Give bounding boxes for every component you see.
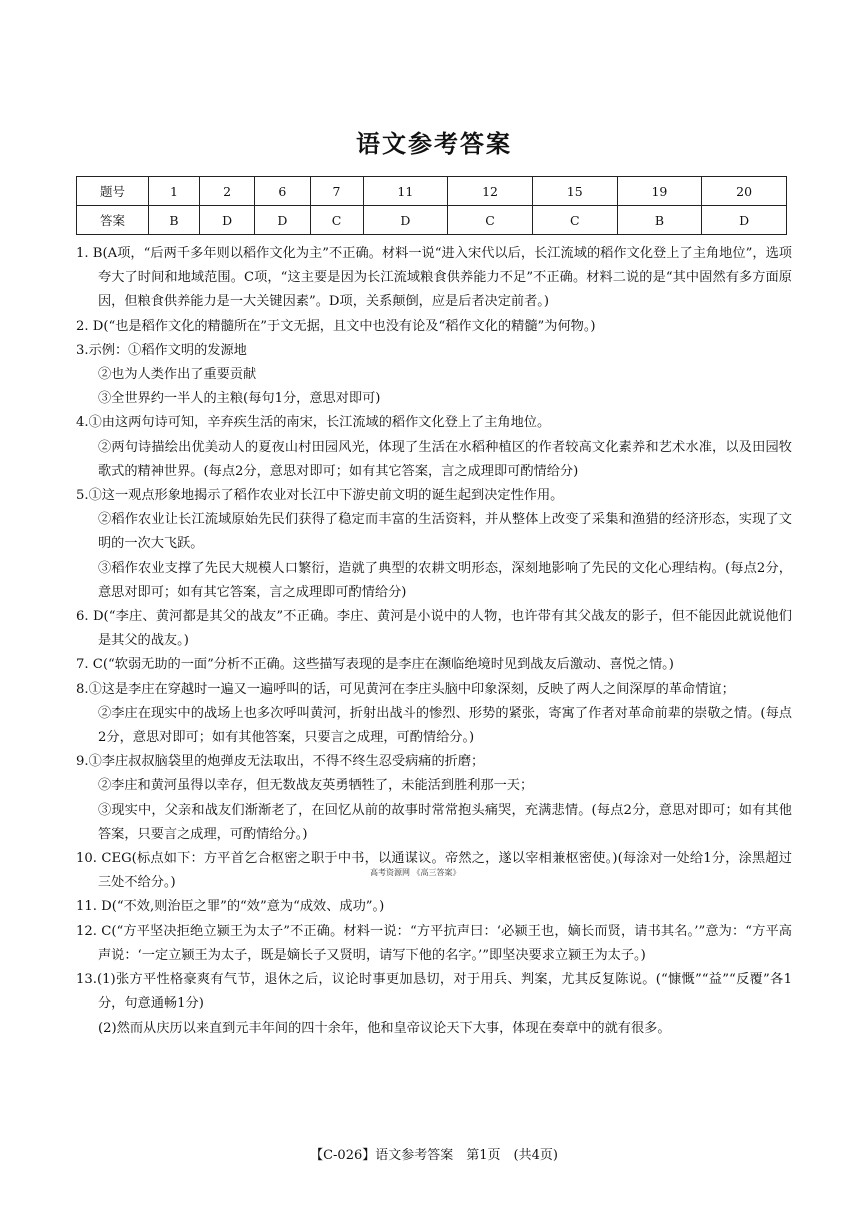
answer-paragraph: 1. B(A项，“后两千多年则以稻作文化为主”不正确。材料一说“进入宋代以后，长江流域的稻作文化登上了主角地位”，选项夸大了时间和地域范围。C项，“这主要是因为长江流域粮食供养能力不足”不正确。材料二说的是“其中固然有多方面原因，但粮食供养能力是一大关键因素”。D项，关系颠倒，应是后者决定前者。) <box>76 246 792 310</box>
table-cell: 2 <box>200 177 255 206</box>
table-row <box>77 206 787 235</box>
table-cell: 12 <box>448 177 533 206</box>
table-cell: D <box>363 206 448 235</box>
table-cell: D <box>255 206 310 235</box>
answer-paragraph: 6. D(“李庄、黄河都是其父的战友”不正确。李庄、黄河是小说中的人物，也许带有其父战友的影子，但不能因此就说他们是其父的战友。) <box>76 609 792 649</box>
answer-paragraph: ②李庄和黄河虽得以幸存，但无数战友英勇牺牲了，未能活到胜利那一天； <box>98 778 534 794</box>
table-cell: 19 <box>617 177 702 206</box>
answer-paragraph: 8.①这是李庄在穿越时一遍又一遍呼叫的话，可见黄河在李庄头脑中印象深刻，反映了两人之间深厚的革命情谊； <box>76 681 735 697</box>
table-cell: D <box>200 206 255 235</box>
answer-paragraph: ②李庄在现实中的战场上也多次呼叫黄河，折射出战斗的惨烈、形势的紧张，寄寓了作者对革命前辈的崇敬之情。(每点2分，意思对即可；如有其他答案，只要言之成理，可酌情给分。) <box>98 705 792 746</box>
table-cell: B <box>149 206 200 235</box>
row-label: 题号 <box>77 177 149 206</box>
table-cell: C <box>448 206 533 235</box>
answer-paragraph: 11. D(“不效,则治臣之罪”的“效”意为“成效、成功”。) <box>76 899 385 915</box>
answer-body <box>76 242 792 1041</box>
table-cell: 15 <box>532 177 617 206</box>
answer-paragraph: ②稻作农业让长江流域原始先民们获得了稳定而丰富的生活资料，并从整体上改变了采集和渔猎的经济形态，实现了文明的一次大飞跃。 <box>98 512 792 552</box>
page-footer: 【C-026】语文参考答案 第1页 (共4页) <box>310 1148 558 1163</box>
answer-table <box>76 176 787 235</box>
answer-paragraph: 7. C(“软弱无助的一面”分析不正确。这些描写表现的是李庄在濒临绝境时见到战友后激动、喜悦之情。) <box>76 657 674 673</box>
watermark: 高考资源网 《高三答案》 <box>370 868 461 877</box>
answer-paragraph: 3.示例：①稻作文明的发源地 <box>76 342 247 358</box>
answer-paragraph: ②两句诗描绘出优美动人的夏夜山村田园风光，体现了生活在水稻种植区的作者较高文化素养和艺术水准，以及田园牧歌式的精神世界。(每点2分，意思对即可；如有其它答案，言之成理即可酌情给分) <box>98 439 792 479</box>
answer-paragraph: ③现实中，父亲和战友们渐渐老了，在回忆从前的故事时常常抱头痛哭，充满悲情。(每点2分，意思对即可；如有其他答案，只要言之成理，可酌情给分。) <box>98 802 792 842</box>
answer-paragraph: 2. D(“也是稻作文化的精髓所在”于文无据，且文中也没有论及“稻作文化的精髓”为何物。) <box>76 318 596 334</box>
answer-paragraph: (2)然而从庆历以来直到元丰年间的四十余年，他和皇帝议论天下大事，体现在奏章中的就有很多。 <box>98 1020 671 1036</box>
table-cell: 1 <box>149 177 200 206</box>
answer-paragraph: 5.①这一观点形象地揭示了稻作农业对长江中下游史前文明的诞生起到决定性作用。 <box>76 488 564 504</box>
table-cell: B <box>617 206 702 235</box>
row-label: 答案 <box>77 206 149 235</box>
answer-paragraph: ③全世界约一半人的主粮(每句1分，意思对即可) <box>98 391 381 407</box>
answer-paragraph: ③稻作农业支撑了先民大规模人口繁衍，造就了典型的农耕文明形态，深刻地影响了先民的文化心理结构。(每点2分，意思对即可；如有其它答案，言之成理即可酌情给分) <box>98 560 792 600</box>
answer-paragraph: ②也为人类作出了重要贡献 <box>98 367 257 383</box>
answer-paragraph: 12. C(“方平坚决拒绝立颍王为太子”不正确。材料一说：“方平抗声曰：‘必颍王也，嫡长而贤，请书其名。’”意为：“方平高声说：‘一定立颍王为太子，既是嫡长子又贤明，请写下他的名字。’”即坚决要求立颍王为太子。) <box>76 923 792 963</box>
answer-paragraph: 10. CEG(标点如下：方平首乞合枢密之职于中书，以通谋议。帝然之，遂以宰相兼枢密使。)(每涂对一处给1分，涂黑超过三处不给分。) <box>76 851 792 891</box>
table-cell: D <box>702 206 787 235</box>
table-cell: 6 <box>255 177 310 206</box>
table-cell: C <box>532 206 617 235</box>
table-row <box>77 177 787 206</box>
table-cell: 20 <box>702 177 787 206</box>
table-cell: C <box>310 206 363 235</box>
answer-paragraph: 9.①李庄叔叔脑袋里的炮弹皮无法取出，不得不终生忍受病痛的折磨； <box>76 754 485 770</box>
answer-paragraph: 4.①由这两句诗可知，辛弃疾生活的南宋，长江流域的稻作文化登上了主角地位。 <box>76 415 551 431</box>
page-title: 语文参考答案 <box>356 130 512 158</box>
answer-paragraph: 13.(1)张方平性格豪爽有气节，退休之后，议论时事更加恳切，对于用兵、判案，尤其反复陈说。(“慷慨”“益”“反覆”各1分，句意通畅1分) <box>76 972 792 1012</box>
table-cell: 11 <box>363 177 448 206</box>
table-cell: 7 <box>310 177 363 206</box>
